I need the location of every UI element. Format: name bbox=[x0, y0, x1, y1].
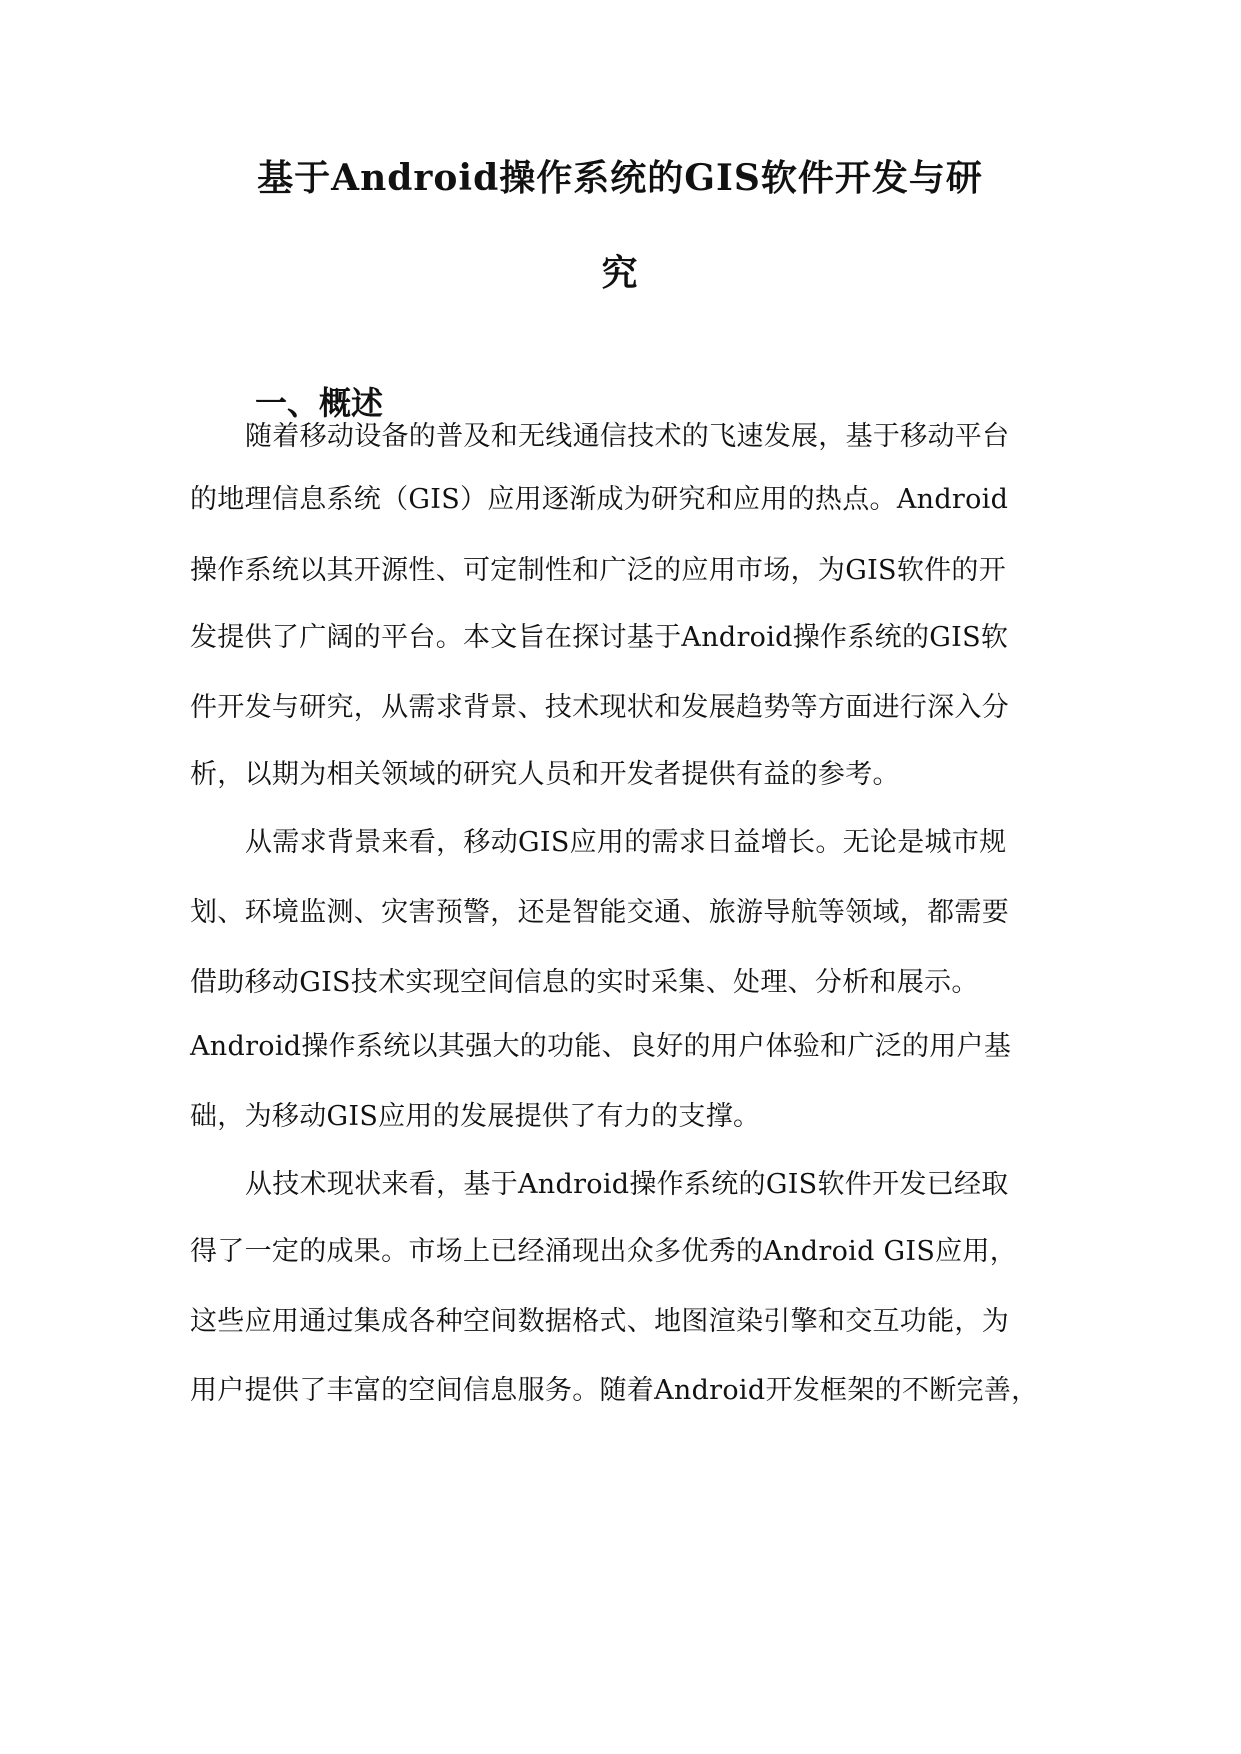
body-line: 用户提供了丰富的空间信息服务。随着Android开发框架的不断完善， bbox=[190, 1375, 1039, 1406]
body-line: 件开发与研究，从需求背景、技术现状和发展趋势等方面进行深入分 bbox=[190, 692, 1009, 723]
body-line: Android操作系统以其强大的功能、良好的用户体验和广泛的用户基 bbox=[190, 1031, 1012, 1062]
body-line: 析，以期为相关领域的研究人员和开发者提供有益的参考。 bbox=[190, 759, 900, 790]
body-line: 从需求背景来看，移动GIS应用的需求日益增长。无论是城市规 bbox=[245, 827, 1007, 858]
body-line: 得了一定的成果。市场上已经涌现出众多优秀的Android GIS应用， bbox=[190, 1236, 1018, 1267]
document-title-line-2: 究 bbox=[601, 252, 639, 294]
body-line: 随着移动设备的普及和无线通信技术的飞速发展，基于移动平台 bbox=[245, 421, 1010, 452]
body-line: 从技术现状来看，基于Android操作系统的GIS软件开发已经取 bbox=[245, 1169, 1009, 1200]
section-heading: 一、概述 bbox=[255, 384, 384, 422]
body-line: 发提供了广阔的平台。本文旨在探讨基于Android操作系统的GIS软 bbox=[190, 622, 1009, 653]
document-title-line-1: 基于Android操作系统的GIS软件开发与研 bbox=[257, 157, 983, 199]
body-line: 的地理信息系统（GIS）应用逐渐成为研究和应用的热点。Android bbox=[190, 484, 1009, 515]
body-line: 这些应用通过集成各种空间数据格式、地图渲染引擎和交互功能，为 bbox=[190, 1306, 1009, 1337]
body-line: 础，为移动GIS应用的发展提供了有力的支撑。 bbox=[190, 1101, 761, 1132]
body-line: 借助移动GIS技术实现空间信息的实时采集、处理、分析和展示。 bbox=[190, 967, 979, 998]
body-line: 操作系统以其开源性、可定制性和广泛的应用市场，为GIS软件的开 bbox=[190, 555, 1007, 586]
body-line: 划、环境监测、灾害预警，还是智能交通、旅游导航等领域，都需要 bbox=[190, 897, 1009, 928]
